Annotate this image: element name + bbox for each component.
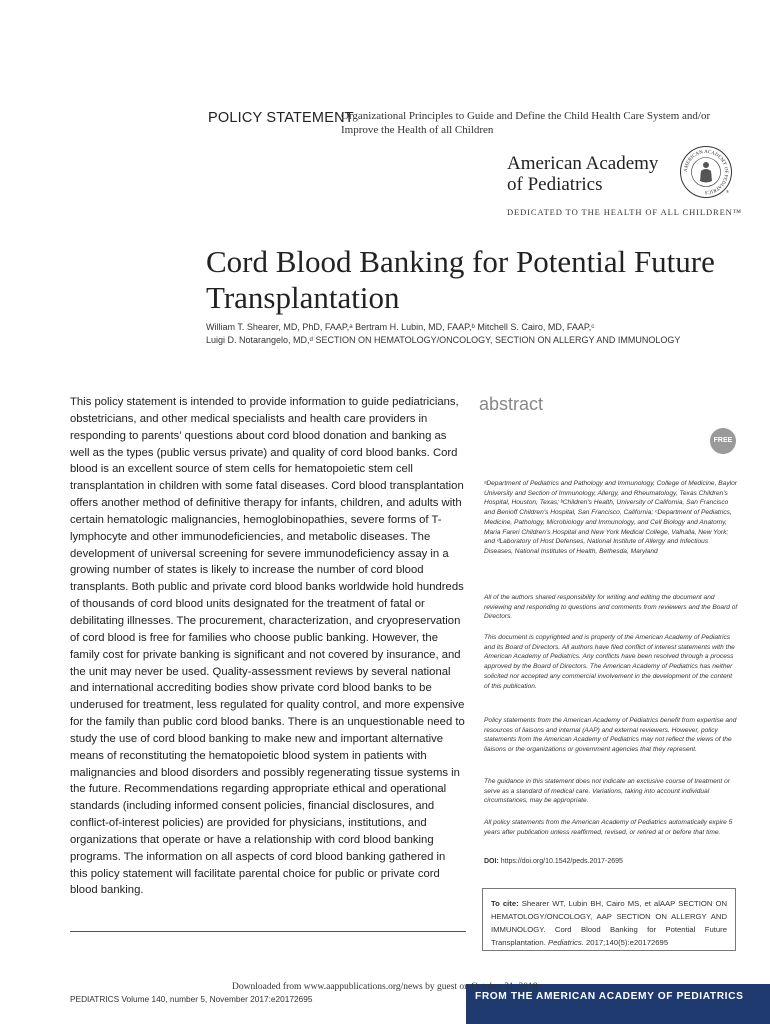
policy-statement-description: Organizational Principles to Guide and Define the Child Health Care System and/or Improve the Health of all Children [341,110,711,136]
expiration-note: All policy statements from the American Academy of Pediatrics automatically expire 5 years after publication unless reaffirmed, revised, or retired at or before that time. [484,819,733,836]
aap-seal-icon [679,145,733,199]
affiliations-note: ᵃDepartment of Pediatrics and Pathology and Immunology, College of Medicine, Baylor University and Section of Immunology, Allergy, and Rheumatology, Texas Children’s Hospital, Houston, Texas; ᵇChildren’s Health, University of California, San Francisco and Benioff Children’s Hospital, San Francisco, California; ᶜDepartment of Pediatrics, Medicine, Pathology, Microbiology and Immunology, and Cell Biology and Anatomy, Maria Fareri Children’s Hospital and New York Medical College, Valhalla, New York; and ᵈLaboratory of Host Defenses, National Institute of Allergy and Infectious Diseases, National Institutes of Health, Bethesda, Maryland [484,480,737,555]
article-authors [206,321,706,347]
seal-text: AMERICAN ACADEMY OF PEDIATRICS [683,149,729,195]
doi-label: DOI: [484,858,499,865]
journal-info: PEDIATRICS Volume 140, number 5, November 2017:e20172695 [70,994,313,1004]
footer-band-text: FROM THE AMERICAN ACADEMY OF PEDIATRICS [475,991,744,1002]
citation-text: Shearer WT, Lubin BH, Cairo MS, et alAAP SECTION ON HEMATOLOGY/ONCOLOGY, AAP SECTION ON ALLERGY AND IMMUNOLOGY. Cord Blood Banking for Potential Future Transplantation. [491,899,727,947]
doi-link[interactable]: https://doi.org/10.1542/peds.2017-2695 [500,858,623,865]
authors-line1: William T. Shearer, MD, PhD, FAAP,ᵃ Bertram H. Lubin, MD, FAAP,ᵇ Mitchell S. Cairo, MD, FAAP,ᶜ [206,322,595,332]
citation-label: To cite: [491,899,519,908]
article-title: Cord Blood Banking for Potential Future Transplantation [206,244,715,315]
abstract-text: This policy statement is intended to provide information to guide pediatricians, obstetricians, and other medical specialists and health care providers in responding to parents’ questions about cord blood donation and banking as well as the types (public versus private) and quality of cord blood banks. Cord blood is an excellent source of stem cells for hematopoietic stem cell transplantation in children with some fatal diseases. Cord blood transplantation offers another method of definitive therapy for infants, children, and adults with certain hematologic malignancies, hemoglobinopathies, severe forms of T-lymphocyte and other immunodeficiencies, and metabolic diseases. The development of universal screening for severe immunodeficiency assay in a growing number of states is likely to increase the number of cord blood transplants. Both public and private cord blood banks worldwide hold hundreds of thousands of cord blood units designated for the treatment of fatal or debilitating illnesses. The procurement, characterization, and cryopreservation of cord blood is free for families who choose public banking. However, the family cost for private banking is significant and not covered by insurance, and the unit may never be used. Quality-assessment reviews by several national and international accrediting bodies show private cord blood banks to be underused for treatment, less regulated for quality control, and more expensive for the family than public cord blood banks. There is an unquestionable need to study the use of cord blood banking to make new and important alternative means of reconstituting the hematopoietic blood system in patients with malignancies and blood disorders and possibly regenerating tissue systems in the future. Recommendations regarding appropriate ethical and operational standards (including informed consent policies, financial disclosures, and conflict-of-interest policies) are provided for physicians, institutions, and organizations that operate or have a relationship with cord blood banking programs. The information on all aspects of cord blood banking gathered in this policy statement will facilitate parental choice for public or private cord blood banking. [70,396,465,897]
org-name-line2: of Pediatrics [507,174,603,195]
svg-text:®: ® [726,189,729,194]
policy-statement-label: POLICY STATEMENT [208,110,354,126]
org-name [507,153,687,195]
citation-journal: Pediatrics. [547,938,584,947]
abstract-divider [70,931,466,932]
org-tagline: DEDICATED TO THE HEALTH OF ALL CHILDREN™ [507,207,742,217]
policy-benefit-note: Policy statements from the American Academy of Pediatrics benefit from expertise and resources of liaisons and internal (AAP) and external reviewers. However, policy statements from the American Academy of Pediatrics may not reflect the views of the liaisons or the organizations or government agencies that they represent. [484,717,737,754]
doi-line [484,858,623,865]
guidance-note: The guidance in this statement does not indicate an exclusive course of treatment or serve as a standard of medical care. Variations, taking into account individual circumstances, may be appropriate. [484,778,730,805]
abstract-heading: abstract [479,394,544,414]
org-name-line1: American Academy [507,153,659,174]
download-notice: Downloaded from www.aappublications.org/news by guest on October 31, 2018 [232,982,538,992]
responsibility-note: All of the authors shared responsibility for writing and editing the document and reviewing and responding to questions and comments from reviewers and the Board of Directors. [484,594,738,621]
citation-box [482,888,736,951]
copyright-note: This document is copyrighted and is property of the American Academy of Pediatrics and its Board of Directors. All authors have filed conflict of interest statements with the American Academy of Pediatrics. Any conflicts have been resolved through a process approved by the Board of Directors. The American Academy of Pediatrics has neither solicited nor accepted any commercial involvement in the development of the content of this publication. [484,634,735,690]
citation-volume: 2017;140(5):e20172695 [586,938,669,947]
free-access-badge: FREE [710,428,736,454]
authors-line2: Luigi D. Notarangelo, MD,ᵈ SECTION ON HEMATOLOGY/ONCOLOGY, SECTION ON ALLERGY AND IMMUNOLOGY [206,335,681,345]
